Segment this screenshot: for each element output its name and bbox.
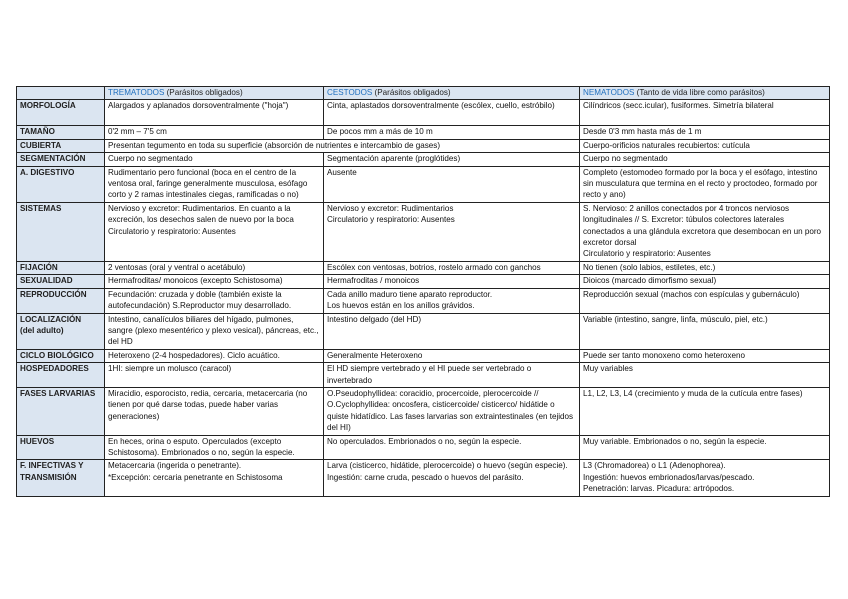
table-cell: Escólex con ventosas, botrios, rostelo armado con ganchos [324,261,580,274]
table-row [17,460,830,496]
table-cell: Cilíndricos (secc.icular), fusiformes. Simetría bilateral [580,100,830,126]
row-label: TAMAÑO [17,126,105,139]
table-cell: Hermafroditas/ monoicos (excepto Schistosoma) [105,275,324,288]
table-cell: O.Pseudophyllidea: coracidio, procercoide, plerocercoide // O.Cyclophyllidea: oncosfera, cisticercoide/ cisticerco/ hidátide o quiste hidatídico. Las fases larvarias son extraintestinales (en tejidos del HI) [324,387,580,435]
table-row [17,166,830,202]
table-cell: Cada anillo maduro tiene aparato reproductor. Los huevos están en los anillos grávidos. [324,288,580,313]
table-cell: De pocos mm a más de 10 m [324,126,580,139]
table-row [17,153,830,166]
table-cell: Fecundación: cruzada y doble (también existe la autofecundación) S.Reproductor muy desarrollado. [105,288,324,313]
table-cell: Rudimentario pero funcional (boca en el centro de la ventosa oral, faringe generalmente musculosa, esófago corto y 2 ramas intestinales ciegas, ramificadas o no) [105,166,324,202]
table-cell: El HD siempre vertebrado y el HI puede ser vertebrado o invertebrado [324,363,580,388]
table-cell: Dioicos (marcado dimorfismo sexual) [580,275,830,288]
row-label: CICLO BIOLÓGICO [17,349,105,362]
table-cell: Intestino, canalículos biliares del hígado, pulmones, sangre (plexo mesentérico y plexo vesical), páncreas, etc., del HD [105,313,324,349]
row-label: FASES LARVARIAS [17,387,105,435]
table-cell: L1, L2, L3, L4 (crecimiento y muda de la cutícula entre fases) [580,387,830,435]
table-cell: Reproducción sexual (machos con espículas y gubernáculo) [580,288,830,313]
row-label: SEGMENTACIÓN [17,153,105,166]
row-label: LOCALIZACIÓN (del adulto) [17,313,105,349]
column-header-trematodos [105,87,324,100]
table-cell: Segmentación aparente (proglótides) [324,153,580,166]
table-cell: Cuerpo no segmentado [105,153,324,166]
row-label: HOSPEDADORES [17,363,105,388]
table-cell: Variable (intestino, sangre, linfa, músculo, piel, etc.) [580,313,830,349]
table-row [17,288,830,313]
row-label: REPRODUCCIÓN [17,288,105,313]
table-row [17,126,830,139]
table-cell: No tienen (solo labios, estiletes, etc.) [580,261,830,274]
table-cell: Cinta, aplastados dorsoventralmente (escólex, cuello, estróbilo) [324,100,580,126]
table-cell: Larva (cisticerco, hidátide, plerocercoide) o huevo (según especie). Ingestión: carne cruda, pescado o huevos del parásito. [324,460,580,496]
table-cell: Miracidio, esporocisto, redia, cercaria, metacercaria (no tienen por qué darse todas, puede haber varias generaciones) [105,387,324,435]
table-cell: 2 ventosas (oral y ventral o acetábulo) [105,261,324,274]
column-header-name: NEMATODOS [583,88,635,97]
table-row [17,100,830,126]
table-row [17,435,830,460]
table-row [17,261,830,274]
table-cell: Heteroxeno (2-4 hospedadores). Ciclo acuático. [105,349,324,362]
column-header-note: (Parásitos obligados) [164,88,243,97]
column-header-name: CESTODOS [327,88,373,97]
table-cell: 1HI: siempre un molusco (caracol) [105,363,324,388]
table-row [17,387,830,435]
row-label: SEXUALIDAD [17,275,105,288]
table-row [17,349,830,362]
table-cell: No operculados. Embrionados o no, según la especie. [324,435,580,460]
row-label: FIJACIÓN [17,261,105,274]
comparison-table [16,86,830,497]
table-cell: Muy variables [580,363,830,388]
row-label: F. INFECTIVAS Y TRANSMISIÓN [17,460,105,496]
table-cell: Generalmente Heteroxeno [324,349,580,362]
table-cell: Completo (estomodeo formado por la boca y el esófago, intestino sin musculatura que termina en el recto y proctodeo, formado por recto y ano) [580,166,830,202]
table-cell: Cuerpo no segmentado [580,153,830,166]
column-header-cestodos [324,87,580,100]
header-row [17,87,830,100]
table-row [17,275,830,288]
row-label: SISTEMAS [17,202,105,261]
table-cell: En heces, orina o esputo. Operculados (excepto Schistosoma). Embrionados o no, según la especie. [105,435,324,460]
table-cell: Nervioso y excretor: Rudimentarios Circulatorio y respiratorio: Ausentes [324,202,580,261]
row-label: MORFOLOGÍA [17,100,105,126]
table-cell: L3 (Chromadorea) o L1 (Adenophorea). Ingestión: huevos embrionados/larvas/pescado. Penetración: larvas. Picadura: artrópodos. [580,460,830,496]
column-header-nematodos [580,87,830,100]
table-cell: Cuerpo-orificios naturales recubiertos: cutícula [580,139,830,152]
column-header-note: (Tanto de vida libre como parásitos) [634,88,765,97]
column-header-note: (Parásitos obligados) [372,88,451,97]
corner-cell [17,87,105,100]
table-cell: 0'2 mm – 7'5 cm [105,126,324,139]
row-label: A. DIGESTIVO [17,166,105,202]
table-cell: Puede ser tanto monoxeno como heteroxeno [580,349,830,362]
table-cell: Metacercaria (ingerida o penetrante). *Excepción: cercaria penetrante en Schistosoma [105,460,324,496]
row-label: CUBIERTA [17,139,105,152]
table-row [17,313,830,349]
table-cell: Presentan tegumento en toda su superficie (absorción de nutrientes e intercambio de gases) [105,139,580,152]
table-cell: Desde 0'3 mm hasta más de 1 m [580,126,830,139]
table-row [17,202,830,261]
table-cell: Hermafroditas / monoicos [324,275,580,288]
row-label: HUEVOS [17,435,105,460]
table-cell: Ausente [324,166,580,202]
table-row [17,139,830,152]
table-cell: S. Nervioso: 2 anillos conectados por 4 troncos nerviosos longitudinales // S. Excretor: túbulos colectores laterales conectados a una glándula excretora que desembocan en un poro excretor dorsal Circulatorio y respiratorio: Ausentes [580,202,830,261]
column-header-name: TREMATODOS [108,88,165,97]
table-row [17,363,830,388]
table-cell: Muy variable. Embrionados o no, según la especie. [580,435,830,460]
table-cell: Intestino delgado (del HD) [324,313,580,349]
table-cell: Nervioso y excretor: Rudimentarios. En cuanto a la excreción, los desechos salen de nuevo por la boca Circulatorio y respiratorio: Ausentes [105,202,324,261]
table-cell: Alargados y aplanados dorsoventralmente ("hoja") [105,100,324,126]
